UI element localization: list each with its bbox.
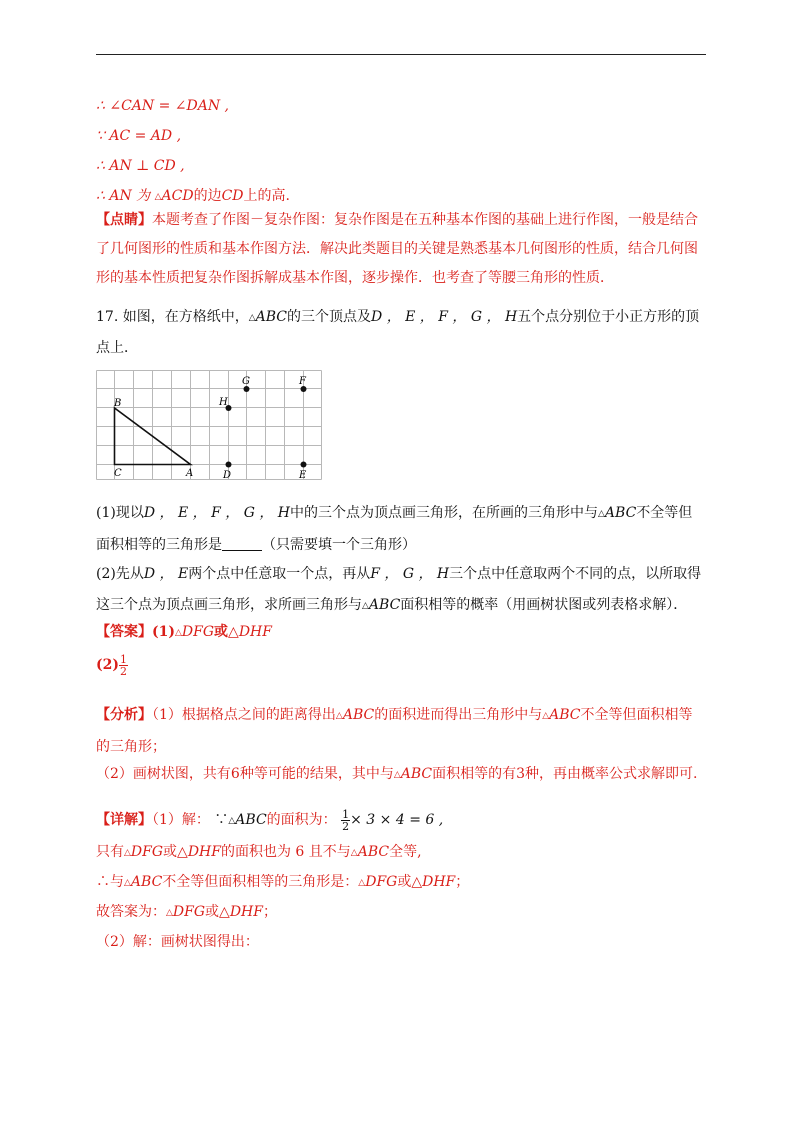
question-number: 17. <box>96 309 119 325</box>
detail-line-4 <box>96 902 277 923</box>
answer-or: 或 <box>214 624 229 640</box>
proof-line-1: ∴ ∠CAN = ∠DAN , <box>96 98 230 114</box>
triangle-symbol: △ <box>166 908 173 918</box>
triangle-dfg: DFG <box>172 904 206 920</box>
triangle-abc: ABC <box>357 844 390 860</box>
detail-b: 的面积为： <box>266 812 337 828</box>
triangle-dfg: DFG <box>181 624 215 640</box>
analysis-c: 不全等但面积相等的三角形； <box>96 707 693 755</box>
detail-because: ∵ <box>214 812 229 828</box>
triangle-symbol: △ <box>350 848 358 858</box>
question-17 <box>96 302 706 363</box>
question-text-a: 如图，在方格纸中， <box>122 309 249 325</box>
triangle-symbol: △ <box>362 601 369 611</box>
triangle-abc: ABC <box>235 812 267 828</box>
answer-line-1 <box>96 622 272 643</box>
answer-part-2: (2) <box>96 657 119 673</box>
detail-line-2 <box>96 842 422 863</box>
answer-line-2 <box>96 652 128 678</box>
detail-l4b: 或 <box>205 904 220 920</box>
label-b: B <box>114 398 122 409</box>
part-1-c: 不全等但面积相等的三角形是 <box>96 505 693 553</box>
label-e: E <box>299 470 307 480</box>
point-e-dot <box>301 462 307 468</box>
triangle-symbol: △ <box>542 711 550 721</box>
detail-l2c: 的面积也为 6 且不与 <box>220 844 351 860</box>
detail-a: （1）解： <box>152 812 210 828</box>
analysis-e: 面积相等的有3种，再由概率公式求解即可. <box>432 766 698 782</box>
answer-tag: 【答案】 <box>96 624 152 640</box>
analysis-d: （2）画树状图，共有6种等可能的结果，其中与 <box>96 766 394 782</box>
proof-line-4 <box>96 186 290 207</box>
detail-tag: 【详解】 <box>96 812 152 828</box>
part-1-points: D ， E ， F ， G ， H <box>143 505 290 521</box>
triangle-abc: ABC <box>549 707 581 723</box>
label-d: D <box>223 470 232 480</box>
answer-blank[interactable] <box>222 536 262 551</box>
part-2-de: D ， E <box>143 566 189 582</box>
detail-l4a: 故答案为： <box>96 904 166 920</box>
label-f: F <box>299 376 306 387</box>
triangle-abc: ABC <box>342 707 375 723</box>
part-2 <box>96 559 706 622</box>
triangle-dfg: DFG <box>130 844 164 860</box>
point-d-dot <box>226 462 232 468</box>
triangle-symbol: △ <box>175 628 182 638</box>
part-1 <box>96 498 706 561</box>
detail-expression: × 3 × 4 = 6 , <box>350 812 444 828</box>
proof-line-2: ∵ AC = AD , <box>96 128 182 144</box>
detail-line-5: （2）解：画树状图得出： <box>96 934 259 950</box>
detail-l3a: ∴与 <box>96 874 124 890</box>
triangle-symbol: △ <box>154 192 162 202</box>
comment-text: 本题考查了作图－复杂作图：复杂作图是在五种基本作图的基础上进行作图，一般是结合了几何图形的性质和基本作图方法．解决此类题目的关键是熟悉基本几何图形的性质，结合几何图形的基本性质把复杂作图拆解成基本作图，逐步操作．也考查了等腰三角形的性质． <box>96 212 698 286</box>
detail-l3c: 或 <box>397 874 412 890</box>
proof-line-4-start: ∴ AN 为 <box>96 188 151 204</box>
part-2-d: 面积相等的概率（用画树状图或列表格求解）． <box>400 597 688 613</box>
proof-line-3: ∴ AN ⊥ CD , <box>96 158 185 174</box>
grid-figure <box>96 370 322 480</box>
fraction-numerator: 1 <box>120 652 127 666</box>
triangle-symbol: △ <box>124 848 131 858</box>
triangle-symbol: △ <box>335 711 343 721</box>
detail-l2b: 或 <box>163 844 178 860</box>
triangle-symbol: △ <box>393 770 401 780</box>
fraction-denominator: 2 <box>120 664 127 678</box>
part-1-b: 中的三个点为顶点画三角形，在所画的三角形中与 <box>290 505 598 521</box>
triangle-dhf: △DHF <box>411 874 456 890</box>
part-2-b: 两个点中任意取一个点，再从 <box>188 566 371 582</box>
analysis-tag: 【分析】 <box>96 707 152 723</box>
part-2-a: (2)先从 <box>96 566 144 582</box>
triangle-symbol: △ <box>124 878 131 888</box>
triangle-abc: ABC <box>368 597 401 613</box>
analysis-block <box>96 700 706 763</box>
detail-fraction <box>341 809 350 832</box>
analysis-line-2 <box>96 764 697 785</box>
part-1-d: （只需要填一个三角形） <box>262 537 416 553</box>
label-g: G <box>242 376 250 387</box>
label-h: H <box>219 397 228 408</box>
part-1-a: (1)现以 <box>96 505 144 521</box>
grid-lines <box>97 371 322 480</box>
analysis-b: 的面积进而得出三角形中与 <box>374 707 543 723</box>
header-rule <box>96 54 706 55</box>
detail-l3d: ； <box>455 874 470 890</box>
part-2-c: 三个点中任意取两个不同的点，以所取得这三个点为顶点画三角形，求所画三角形与 <box>96 566 702 613</box>
fraction-numerator: 1 <box>342 807 350 821</box>
triangle-symbol: △ <box>248 313 256 323</box>
triangle-acd: ACD <box>161 188 194 204</box>
comment-block <box>96 206 706 293</box>
detail-line-1 <box>96 806 443 835</box>
question-text-c: 五个点分别位于小正方形的顶点上． <box>96 309 700 356</box>
answer-part-1: (1) <box>152 624 175 640</box>
detail-line-3 <box>96 872 469 893</box>
triangle-dhf: △DHF <box>228 624 272 640</box>
proof-line-4-mid: 的边 <box>193 188 222 204</box>
detail-l4c: ； <box>262 904 277 920</box>
question-text-b: 的三个顶点及 <box>287 309 372 325</box>
triangle-dhf: △DHF <box>219 904 263 920</box>
triangle-symbol: △ <box>358 878 366 888</box>
triangle-symbol: △ <box>228 816 236 826</box>
part-2-fgh: F ， G ， H <box>370 566 450 582</box>
label-c: C <box>114 468 122 479</box>
triangle-symbol: △ <box>598 509 605 519</box>
triangle-abc: ABC <box>400 766 433 782</box>
triangle-abc: ABC <box>255 309 288 325</box>
triangle-dhf: △DHF <box>177 844 221 860</box>
triangle-abc: ABC <box>604 505 637 521</box>
comment-tag: 【点睛】 <box>96 212 152 228</box>
detail-l2d: 全等, <box>389 844 422 860</box>
point-list: D ， E ， F ， G ， H <box>371 309 518 325</box>
triangle-abc: ABC <box>130 874 163 890</box>
analysis-a: （1）根据格点之间的距离得出 <box>152 707 336 723</box>
answer-fraction <box>119 654 128 677</box>
segment-cd: CD <box>221 188 244 204</box>
detail-l3b: 不全等但面积相等的三角形是： <box>162 874 359 890</box>
fraction-denominator: 2 <box>342 819 350 833</box>
label-a: A <box>186 468 194 479</box>
triangle-dfg: DFG <box>365 874 398 890</box>
proof-line-4-end: 上的高. <box>243 188 290 204</box>
detail-l2a: 只有 <box>96 844 124 860</box>
